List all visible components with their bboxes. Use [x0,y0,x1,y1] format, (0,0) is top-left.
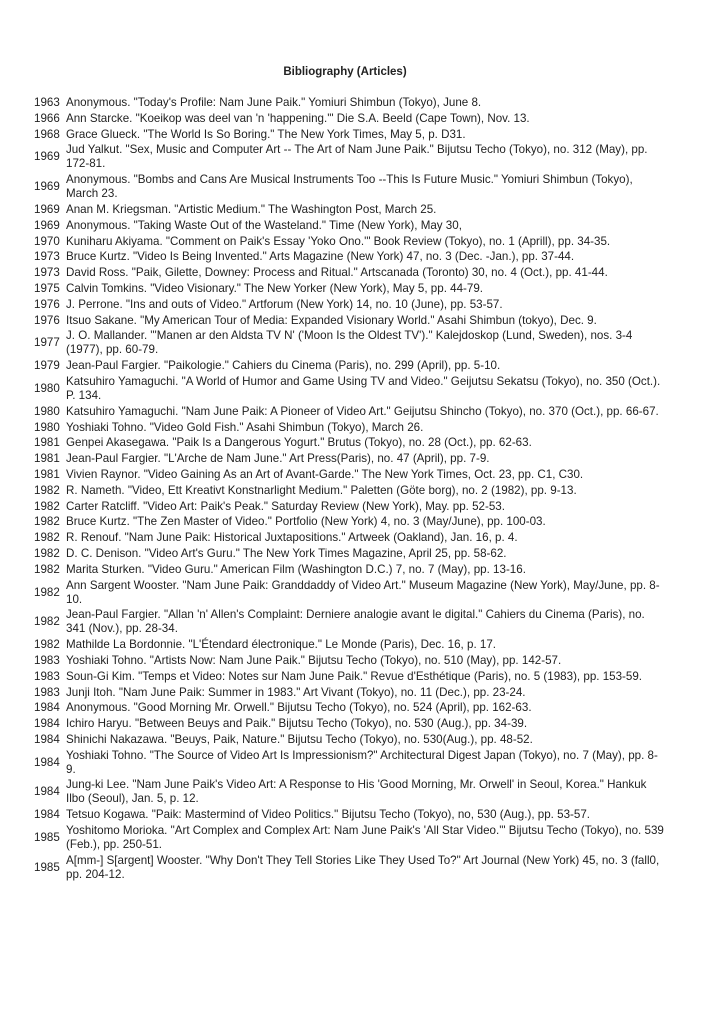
page-title: Bibliography (Articles) [283,66,407,78]
entry-citation: Bruce Kurtz. "Video Is Being Invented." Arts Magazine (New York) 47, no. 3 (Dec. -Jan.), pp. 37-44. [66,250,575,264]
entry-year: 1982 [34,562,60,576]
bibliography-entry [34,531,664,545]
bibliography-entry [34,250,664,264]
entry-year: 1969 [34,150,60,164]
entry-citation: R. Renouf. "Nam June Paik: Historical Juxtapositions." Artweek (Oakland), Jan. 16, p. 4. [66,531,518,545]
bibliography-entry [34,436,664,450]
entry-citation: Soun-Gi Kim. "Temps et Video: Notes sur Nam June Paik." Revue d'Esthétique (Paris), no. 5 (1983), pp. 153-59. [66,669,643,683]
entry-citation: Jung-ki Lee. "Nam June Paik's Video Art: A Response to His 'Good Morning, Mr. Orwell' in Seoul, Korea." Hankuk Ilbo (Seoul), Jan. 5, p. 12. [66,778,647,806]
entry-year: 1981 [34,467,60,481]
entry-year: 1984 [34,808,60,822]
entry-citation: R. Nameth. "Video, Ett Kreativt Konstnarlight Medium." Paletten (Göte borg), no. 2 (1982), pp. 9-13. [66,483,577,497]
bibliography-entry [34,701,664,715]
bibliography-entry [34,314,664,328]
entry-year: 1980 [34,420,60,434]
entry-year: 1968 [34,127,60,141]
entry-year: 1970 [34,234,60,248]
entry-year: 1976 [34,313,60,327]
bibliography-entry [34,778,664,806]
bibliography-entry [34,405,664,419]
entry-year: 1984 [34,755,60,769]
bibliography-entry [34,359,664,373]
bibliography-entry [34,515,664,529]
bibliography-entry [34,235,664,249]
entry-citation: Anonymous. "Taking Waste Out of the Wasteland." Time (New York), May 30, [66,218,462,232]
bibliography-entry [34,452,664,466]
bibliography-entry [34,608,664,636]
entry-citation: Tetsuo Kogawa. "Paik: Mastermind of Video Politics." Bijutsu Techo (Tokyo), no, 530 (Aug.), pp. 53-57. [66,808,590,822]
entry-year: 1982 [34,515,60,529]
entry-year: 1983 [34,653,60,667]
entry-year: 1982 [34,531,60,545]
entry-year: 1981 [34,436,60,450]
entry-year: 1983 [34,669,60,683]
entry-citation: Junji Itoh. "Nam June Paik: Summer in 1983." Art Vivant (Tokyo), no. 11 (Dec.), pp. 23-24. [66,685,526,699]
entry-citation: Yoshitomo Morioka. "Art Complex and Complex Art: Nam June Paik's 'All Star Video.'" Bijutsu Techo (Tokyo), no. 539 (Feb.), pp. 250-51. [66,824,664,852]
bibliography-entry [34,638,664,652]
bibliography-entry [34,173,664,201]
entry-year: 1982 [34,546,60,560]
entry-citation: Ann Sargent Wooster. "Nam June Paik: Granddaddy of Video Art." Museum Magazine (New York), May/June, pp. 8-10. [66,578,660,606]
entry-citation: David Ross. "Paik, Gilette, Downey: Process and Ritual." Artscanada (Toronto) 30, no. 4 (Oct.), pp. 41-44. [66,266,608,280]
bibliography-entry [34,824,664,852]
entry-year: 1982 [34,483,60,497]
entry-year: 1981 [34,452,60,466]
entry-citation: Calvin Tomkins. "Video Visionary." The New Yorker (New York), May 5, pp. 44-79. [66,281,484,295]
entry-year: 1966 [34,111,60,125]
bibliography-entry [34,421,664,435]
entry-year: 1984 [34,785,60,799]
entry-citation: A[mm-] S[argent] Wooster. "Why Don't They Tell Stories Like They Used To?" Art Journal (New York) 45, no. 3 (fall0, pp. 204-12. [66,853,660,881]
entry-year: 1983 [34,685,60,699]
bibliography-entry [34,112,664,126]
entry-year: 1984 [34,717,60,731]
entry-year: 1985 [34,831,60,845]
entry-year: 1980 [34,404,60,418]
entry-citation: Vivien Raynor. "Video Gaining As an Art of Avant-Garde." The New York Times, Oct. 23, pp. C1, C30. [66,467,584,481]
entry-citation: Katsuhiro Yamaguchi. "A World of Humor and Game Using TV and Video." Geijutsu Sekatsu (Tokyo), no. 350 (Oct.). P. 134. [66,374,661,402]
entry-citation: Jud Yalkut. "Sex, Music and Computer Art -- The Art of Nam June Paik." Bijutsu Techo (Tokyo), no. 312 (May), pp. 172-81. [66,143,648,171]
entry-year: 1973 [34,250,60,264]
bibliography-entry [34,547,664,561]
entry-year: 1985 [34,860,60,874]
entry-year: 1975 [34,281,60,295]
entry-citation: Grace Glueck. "The World Is So Boring." The New York Times, May 5, p. D31. [66,127,466,141]
entry-citation: Marita Sturken. "Video Guru." American Film (Washington D.C.) 7, no. 7 (May), pp. 13-16. [66,562,526,576]
entry-citation: Jean-Paul Fargier. "Paikologie." Cahiers du Cinema (Paris), no. 299 (April), pp. 5-10. [66,359,501,373]
entry-citation: Yoshiaki Tohno. "Video Gold Fish." Asahi Shimbun (Tokyo), March 26. [66,420,424,434]
entry-year: 1976 [34,297,60,311]
bibliography-entry [34,282,664,296]
bibliography-entry [34,484,664,498]
bibliography-entry [34,749,664,777]
entry-citation: Jean-Paul Fargier. "Allan 'n' Allen's Complaint: Derniere analogie avant le digital." Cahiers du Cinema (Paris), no. 341 (Nov.), pp. 28-34. [66,608,645,636]
entry-year: 1980 [34,381,60,395]
entry-citation: Mathilde La Bordonnie. "L'Étendard électronique." Le Monde (Paris), Dec. 16, p. 17. [66,638,497,652]
entry-year: 1984 [34,732,60,746]
bibliography-entry [34,717,664,731]
bibliography-entry [34,854,664,882]
entry-citation: Anonymous. "Good Morning Mr. Orwell." Bijutsu Techo (Tokyo), no. 524 (April), pp. 162-63. [66,701,532,715]
entry-citation: Yoshiaki Tohno. "The Source of Video Art Is Impressionism?" Architectural Digest Japan (Tokyo), no. 7 (May), pp. 8-9. [66,748,658,776]
bibliography-entry [34,670,664,684]
entry-citation: Jean-Paul Fargier. "L'Arche de Nam June." Art Press(Paris), no. 47 (April), pp. 7-9. [66,452,490,466]
entry-year: 1979 [34,359,60,373]
bibliography-entry [34,128,664,142]
bibliography-entry [34,219,664,233]
entry-year: 1982 [34,499,60,513]
bibliography-entry [34,563,664,577]
bibliography-entry [34,468,664,482]
entry-year: 1977 [34,336,60,350]
entry-citation: J. Perrone. "Ins and outs of Video." Artforum (New York) 14, no. 10 (June), pp. 53-57. [66,297,503,311]
bibliography-list [34,96,664,884]
entry-citation: Genpei Akasegawa. "Paik Is a Dangerous Yogurt." Brutus (Tokyo), no. 28 (Oct.), pp. 62-63. [66,436,532,450]
entry-year: 1984 [34,701,60,715]
bibliography-entry [34,733,664,747]
entry-citation: D. C. Denison. "Video Art's Guru." The New York Times Magazine, April 25, pp. 58-62. [66,546,507,560]
bibliography-entry [34,266,664,280]
bibliography-entry [34,329,664,357]
bibliography-entry [34,203,664,217]
entry-year: 1982 [34,585,60,599]
entry-citation: Ichiro Haryu. "Between Beuys and Paik." Bijutsu Techo (Tokyo), no. 530 (Aug.), pp. 34-39. [66,717,528,731]
bibliography-entry [34,375,664,403]
bibliography-entry [34,579,664,607]
entry-citation: Yoshiaki Tohno. "Artists Now: Nam June Paik." Bijutsu Techo (Tokyo), no. 510 (May), pp. 142-57. [66,653,562,667]
entry-year: 1969 [34,180,60,194]
entry-citation: Itsuo Sakane. "My American Tour of Media: Expanded Visionary World." Asahi Shimbun (tokyo), Dec. 9. [66,313,597,327]
entry-citation: Bruce Kurtz. "The Zen Master of Video." Portfolio (New York) 4, no. 3 (May/June), pp. 100-03. [66,515,546,529]
entry-citation: Carter Ratcliff. "Video Art: Paik's Peak." Saturday Review (New York), May. pp. 52-53. [66,499,505,513]
entry-citation: Kuniharu Akiyama. "Comment on Paik's Essay 'Yoko Ono.'" Book Review (Tokyo), no. 1 (Aprill), pp. 34-35. [66,234,611,248]
entry-citation: Anan M. Kriegsman. "Artistic Medium." The Washington Post, March 25. [66,202,437,216]
entry-year: 1973 [34,266,60,280]
entry-year: 1982 [34,638,60,652]
entry-citation: Katsuhiro Yamaguchi. "Nam June Paik: A Pioneer of Video Art." Geijutsu Shincho (Tokyo), no. 370 (Oct.), pp. 66-67. [66,404,659,418]
entry-year: 1969 [34,202,60,216]
bibliography-entry [34,143,664,171]
entry-citation: Anonymous. "Today's Profile: Nam June Paik." Yomiuri Shimbun (Tokyo), June 8. [66,96,482,109]
entry-citation: Ann Starcke. "Koeikop was deel van 'n 'happening.'" Die S.A. Beeld (Cape Town), Nov. 13. [66,111,530,125]
entry-year: 1982 [34,615,60,629]
bibliography-entry [34,298,664,312]
entry-citation: Shinichi Nakazawa. "Beuys, Paik, Nature." Bijutsu Techo (Tokyo), no. 530(Aug.), pp. 48-52. [66,732,533,746]
bibliography-entry [34,808,664,822]
entry-citation: Anonymous. "Bombs and Cans Are Musical Instruments Too --This Is Future Music." Yomiuri Shimbun (Tokyo), March 23. [66,173,633,201]
bibliography-entry [34,686,664,700]
entry-year: 1963 [34,96,60,109]
entry-citation: J. O. Mallander. "'Manen ar den Aldsta TV N' ('Moon Is the Oldest TV')." Kalejdoskop (Lund, Sweden), nos. 3-4 (1977), pp. 60-79. [66,329,633,357]
bibliography-entry [34,96,664,110]
entry-year: 1969 [34,218,60,232]
bibliography-entry [34,500,664,514]
bibliography-entry [34,654,664,668]
